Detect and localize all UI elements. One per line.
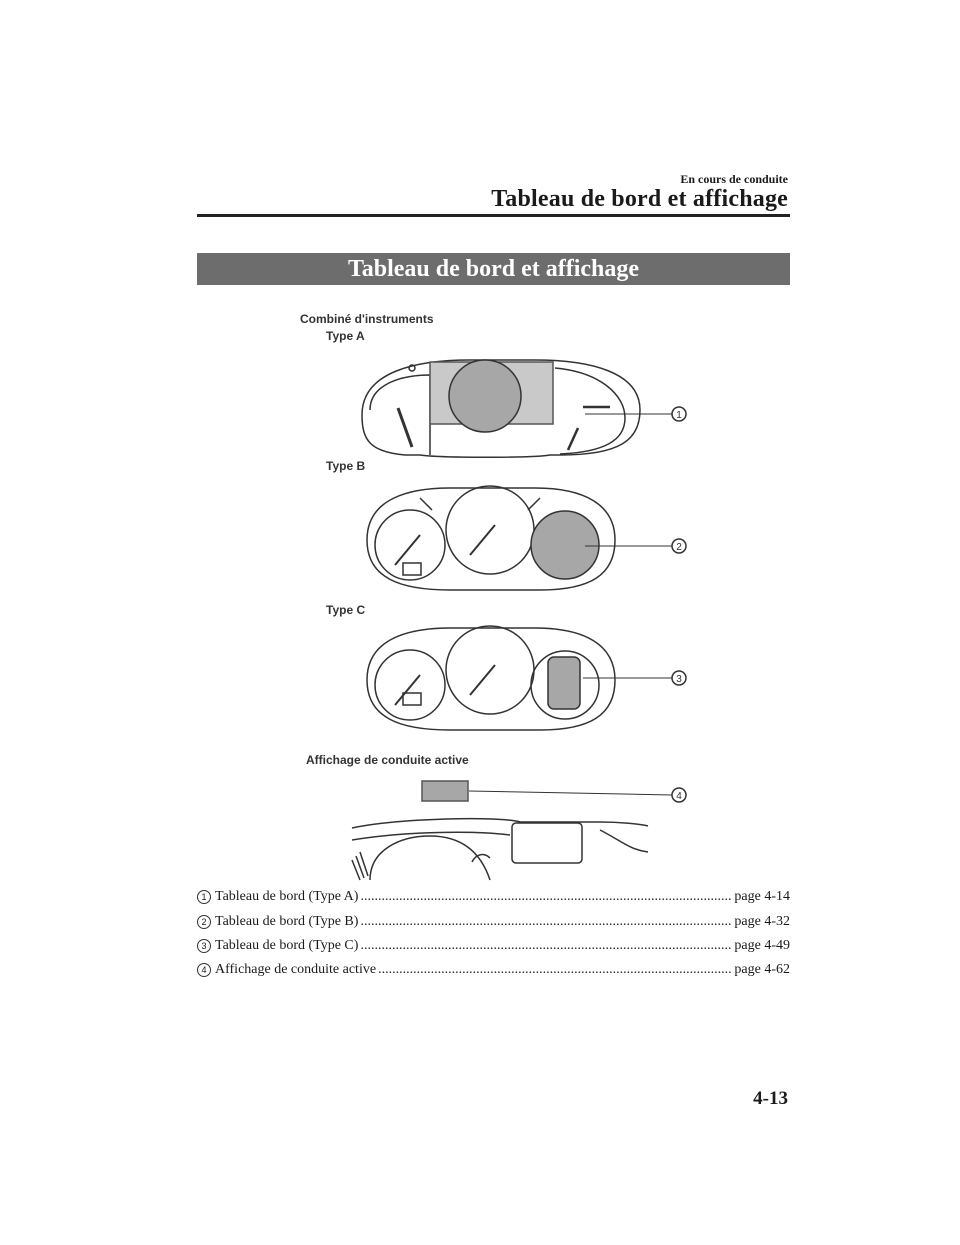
- toc-text: Affichage de conduite active: [215, 962, 377, 977]
- toc-item: [197, 889, 790, 905]
- toc-number: 2: [197, 915, 211, 929]
- type-c-label: Type C: [326, 603, 366, 617]
- callout-4: 4: [676, 791, 682, 802]
- callout-1: 1: [676, 410, 682, 421]
- toc-text: Tableau de bord (Type C): [215, 938, 359, 953]
- toc-item: [197, 938, 790, 954]
- page-number: 4-13: [753, 1088, 788, 1109]
- active-display-illustration: [352, 781, 648, 880]
- toc-page: page 4-49: [734, 938, 790, 953]
- cluster-type-b: [367, 486, 615, 590]
- section-header: En cours de conduite: [680, 172, 788, 186]
- type-b-label: Type B: [326, 459, 366, 473]
- toc-item: [197, 914, 790, 930]
- cluster-type-a: [362, 360, 640, 457]
- figure-title: Combiné d'instruments: [300, 312, 434, 326]
- toc-text: Tableau de bord (Type B): [215, 914, 359, 929]
- toc-number: 3: [197, 939, 211, 953]
- toc-text: Tableau de bord (Type A): [215, 889, 359, 904]
- cluster-type-c: [367, 626, 615, 730]
- callout-3: 3: [676, 674, 682, 685]
- toc-number: 1: [197, 890, 211, 904]
- toc-page: page 4-14: [734, 889, 790, 904]
- toc-item: [197, 962, 790, 978]
- callout-2: 2: [676, 542, 682, 553]
- toc-number: 4: [197, 963, 211, 977]
- type-a-label: Type A: [326, 329, 365, 343]
- page-header-title: Tableau de bord et affichage: [491, 186, 788, 212]
- toc-page: page 4-62: [734, 962, 790, 977]
- active-display-label: Affichage de conduite active: [306, 753, 469, 767]
- toc-page: page 4-32: [734, 914, 790, 929]
- section-banner: Tableau de bord et affichage: [197, 253, 790, 285]
